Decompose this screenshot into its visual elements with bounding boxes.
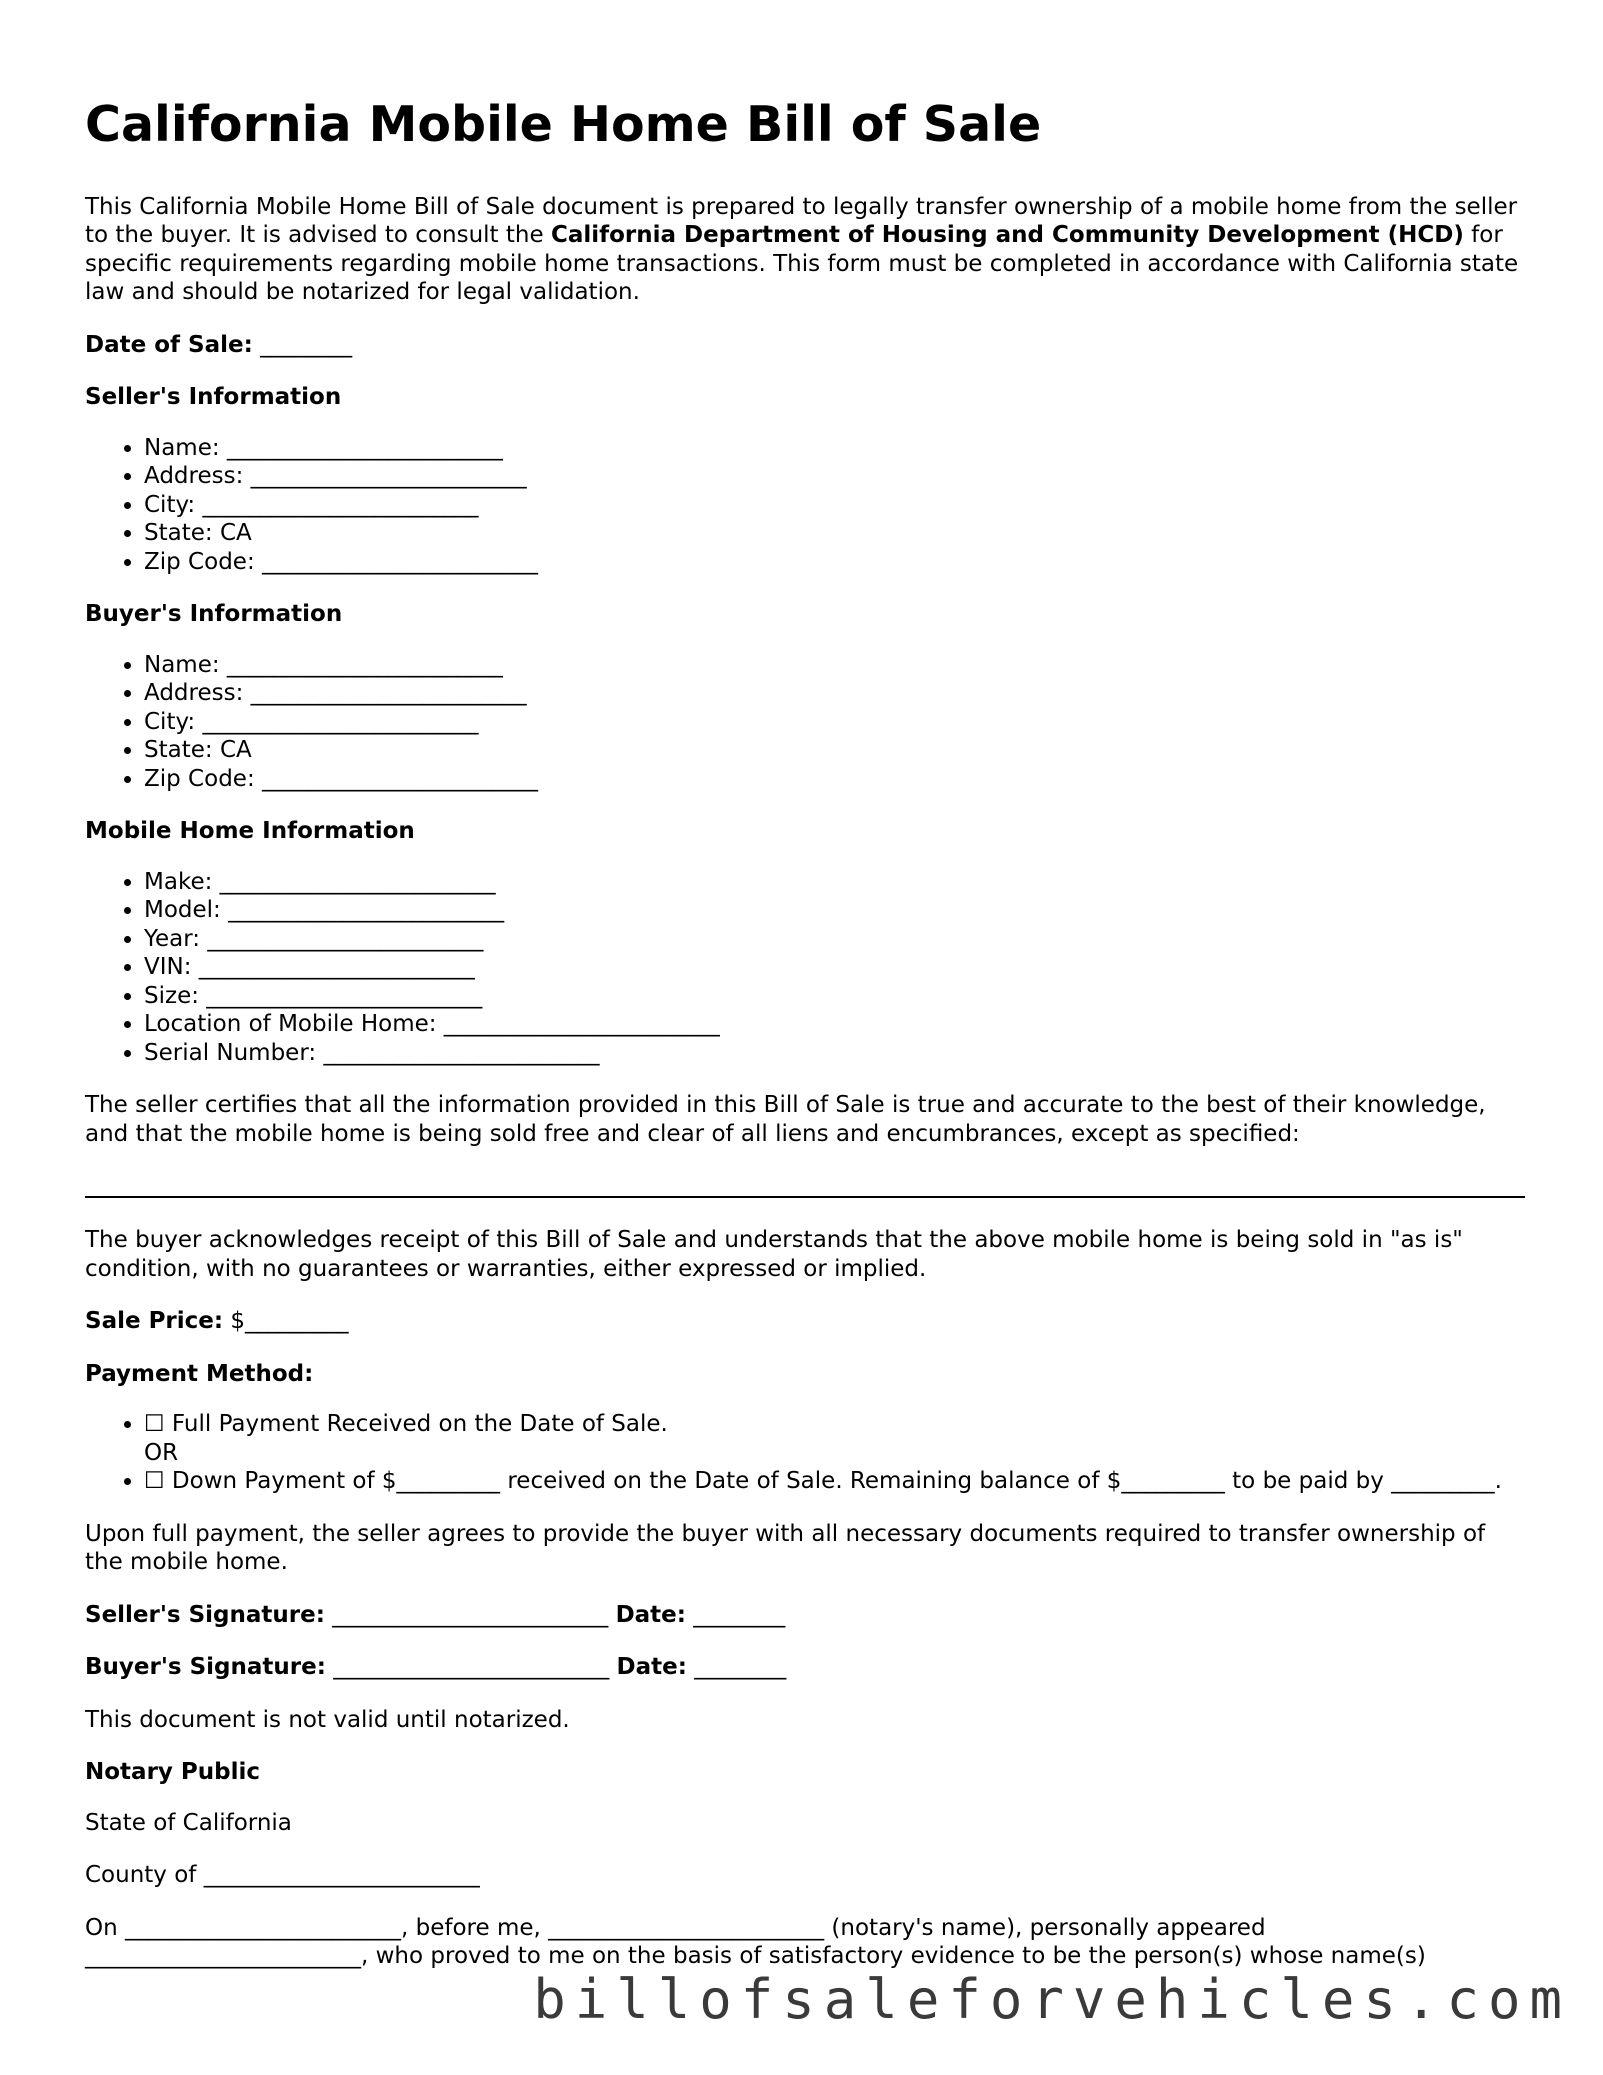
seller-date-label: Date: bbox=[615, 1601, 686, 1628]
notary-statement: On ________________________, before me, ________________________ (notary's name), personally appeared ________________________, who proved to me on the basis of satisfactory evidence to be the person(s) whose name(s) bbox=[85, 1914, 1426, 1970]
payment-option-down: • ☐ Down Payment of $_________ received on the Date of Sale. Remaining balance of $_________ to be paid by _________. bbox=[144, 1467, 1525, 1496]
intro-text-1: This California Mobile Home Bill of Sale document is prepared to legally transfer ownership of a mobile home from the seller to the buyer. It is advised to consult the bbox=[85, 193, 1518, 249]
full-payment-paragraph: Upon full payment, the seller agrees to provide the buyer with all necessary documents required to transfer ownership of the mobile home. bbox=[85, 1520, 1486, 1576]
site-watermark: billofsaleforvehicles.com bbox=[533, 1968, 1571, 2031]
payment-option-full-text: ☐ Full Payment Received on the Date of Sale. bbox=[144, 1411, 668, 1438]
mobile-home-serial-item: • Serial Number: ________________________ bbox=[144, 1039, 1525, 1068]
not-valid-notice: This document is not valid until notarized. bbox=[85, 1706, 570, 1733]
notary-state: State of California bbox=[85, 1809, 292, 1836]
buyer-zip-item: • Zip Code: ________________________ bbox=[144, 765, 1525, 794]
seller-heading: Seller's Information bbox=[85, 384, 342, 411]
sale-price bbox=[85, 1307, 1525, 1336]
seller-address-item: • Address: ________________________ bbox=[144, 462, 1525, 491]
buyer-address-item: • Address: ________________________ bbox=[144, 679, 1525, 708]
notary-heading: Notary Public bbox=[85, 1759, 261, 1786]
sale-price-label: Sale Price: bbox=[85, 1308, 224, 1335]
mobile-home-size-item: • Size: ________________________ bbox=[144, 982, 1525, 1011]
intro-hcd-name: California Department of Housing and Community Development (HCD) bbox=[550, 222, 1464, 249]
payment-heading: Payment Method: bbox=[85, 1360, 314, 1387]
buyer-list bbox=[85, 651, 1525, 794]
seller-city-item: • City: ________________________ bbox=[144, 491, 1525, 520]
buyer-heading: Buyer's Information bbox=[85, 601, 343, 628]
buyer-date-label: Date: bbox=[616, 1654, 687, 1681]
intro-paragraph bbox=[85, 193, 1525, 307]
date-of-sale-field: ________ bbox=[252, 331, 353, 358]
seller-signature-line bbox=[85, 1601, 1525, 1630]
seller-date-field: ________ bbox=[685, 1601, 786, 1628]
seller-signature-field: ________________________ bbox=[324, 1601, 616, 1628]
payment-or-text: OR bbox=[144, 1439, 179, 1466]
buyer-signature-label: Buyer's Signature: bbox=[85, 1654, 326, 1681]
mobile-home-make-item: • Make: ________________________ bbox=[144, 868, 1525, 897]
buyer-signature-line bbox=[85, 1653, 1525, 1682]
acknowledge-paragraph: The buyer acknowledges receipt of this Bill of Sale and understands that the above mobile home is being sold in "as is" condition, with no guarantees or warranties, either expressed or implied. bbox=[85, 1227, 1463, 1282]
mobile-home-model-item: • Model: ________________________ bbox=[144, 896, 1525, 925]
certify-paragraph: The seller certifies that all the information provided in this Bill of Sale is true and accurate to the best of their knowledge, and that the mobile home is being sold free and clear of all liens and encumbrances, except as specified: bbox=[85, 1092, 1486, 1147]
buyer-state-item: • State: CA bbox=[144, 736, 1525, 765]
exceptions-line bbox=[85, 1196, 1525, 1198]
intro-text-2: for specific requirements regarding mobile home transactions. This form must be completed in accordance with California state law and should be notarized for legal validation. bbox=[85, 222, 1519, 306]
seller-state-item: • State: CA bbox=[144, 519, 1525, 548]
seller-signature-label: Seller's Signature: bbox=[85, 1601, 325, 1628]
buyer-date-field: ________ bbox=[686, 1654, 787, 1681]
buyer-city-item: • City: ________________________ bbox=[144, 708, 1525, 737]
buyer-signature-field: ________________________ bbox=[325, 1654, 617, 1681]
date-of-sale bbox=[85, 331, 1525, 360]
seller-zip-item: • Zip Code: ________________________ bbox=[144, 548, 1525, 577]
sale-price-field: $_________ bbox=[223, 1308, 349, 1335]
payment-option-full bbox=[144, 1410, 1525, 1467]
mobile-home-year-item: • Year: ________________________ bbox=[144, 925, 1525, 954]
payment-list bbox=[85, 1410, 1525, 1496]
mobile-home-heading: Mobile Home Information bbox=[85, 818, 415, 845]
seller-list bbox=[85, 434, 1525, 577]
seller-name-item: • Name: ________________________ bbox=[144, 434, 1525, 463]
mobile-home-vin-item: • VIN: ________________________ bbox=[144, 953, 1525, 982]
notary-county: County of ________________________ bbox=[85, 1862, 480, 1889]
buyer-name-item: • Name: ________________________ bbox=[144, 651, 1525, 680]
mobile-home-location-item: • Location of Mobile Home: ________________________ bbox=[144, 1010, 1525, 1039]
date-of-sale-label: Date of Sale: bbox=[85, 331, 253, 358]
mobile-home-list bbox=[85, 868, 1525, 1068]
document-title: California Mobile Home Bill of Sale bbox=[85, 96, 1042, 153]
document-page bbox=[85, 96, 1525, 1971]
